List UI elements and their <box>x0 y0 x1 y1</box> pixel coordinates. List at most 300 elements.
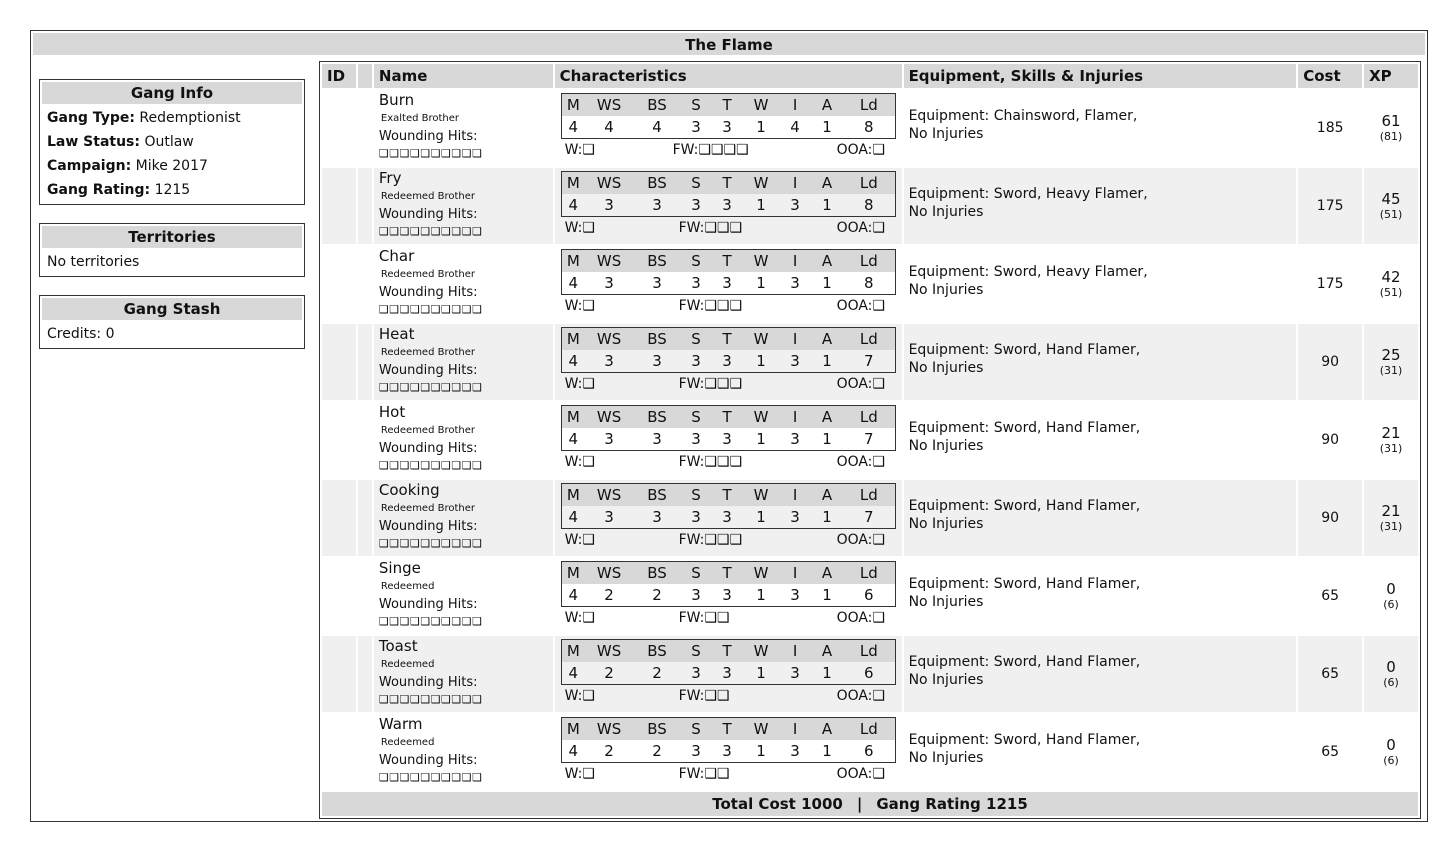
fighter-name-cell <box>374 168 553 244</box>
stat-value: 4 <box>568 352 579 370</box>
stat-header: WS <box>585 640 633 663</box>
stat-header: WS <box>585 172 633 195</box>
fighter-name: Char <box>378 247 415 265</box>
header-xp: XP <box>1364 64 1418 88</box>
totals-bar <box>322 792 1418 816</box>
stat-value: 4 <box>604 118 614 136</box>
stat-value: 1 <box>756 196 766 214</box>
stat-header: BS <box>633 94 681 117</box>
injury-flags <box>561 530 895 552</box>
fighter-name-cell <box>374 324 553 400</box>
gang-type-row: Gang Type: Redemptionist <box>47 110 241 126</box>
stat-value: 3 <box>722 274 732 292</box>
characteristics-cell <box>555 90 902 166</box>
gang-stash-header: Gang Stash <box>42 298 302 320</box>
fighter-marker <box>358 324 372 400</box>
stat-value: 1 <box>822 118 832 136</box>
wounding-hits-label: Wounding Hits: <box>378 597 478 612</box>
equipment-cell <box>904 90 1297 166</box>
wounded-flag: W:❑ <box>564 766 595 782</box>
equipment-cell <box>904 636 1297 712</box>
stat-value: 3 <box>604 274 614 292</box>
stat-value: 3 <box>691 352 701 370</box>
fighter-row <box>322 558 1418 634</box>
characteristics-cell <box>555 402 902 478</box>
injuries-line: No Injuries <box>908 282 984 298</box>
stat-value: 8 <box>864 274 874 292</box>
wounded-flag: W:❑ <box>564 532 595 548</box>
fighter-rank: Redeemed Brother <box>380 425 476 436</box>
fighter-id <box>322 480 356 556</box>
gang-type-value: Redemptionist <box>139 110 241 126</box>
fighter-id <box>322 324 356 400</box>
stat-header: I <box>779 562 811 585</box>
fighter-xp-next: (51) <box>1379 208 1403 221</box>
stat-value: 3 <box>722 352 732 370</box>
wounding-hits-boxes: ❑❑❑❑❑❑❑❑❑❑ <box>378 147 483 160</box>
stat-header: Ld <box>843 562 895 585</box>
stat-value: 3 <box>722 742 732 760</box>
stat-header: T <box>711 484 743 507</box>
totals-separator: | <box>856 795 863 813</box>
stat-header: I <box>779 640 811 663</box>
stat-header: M <box>561 328 585 351</box>
stat-header: S <box>681 640 711 663</box>
stat-header: W <box>743 718 779 741</box>
stat-value: 1 <box>822 430 832 448</box>
stat-header: BS <box>633 406 681 429</box>
stat-value: 3 <box>790 742 800 760</box>
equipment-line: Equipment: Sword, Hand Flamer, <box>908 576 1141 592</box>
header-blank <box>358 64 372 88</box>
fighter-xp-next: (81) <box>1379 130 1403 143</box>
stat-value: 4 <box>568 742 579 760</box>
fighter-name: Cooking <box>378 481 440 499</box>
stat-line <box>561 561 896 607</box>
stat-line <box>561 327 896 373</box>
stat-line <box>561 639 896 685</box>
stat-value: 3 <box>691 430 701 448</box>
stat-header: BS <box>633 640 681 663</box>
stat-header: A <box>811 172 843 195</box>
header-equipment: Equipment, Skills & Injuries <box>904 64 1297 88</box>
fighter-cost: 175 <box>1316 276 1344 292</box>
fighter-name: Fry <box>378 169 402 187</box>
stat-value: 2 <box>604 586 614 604</box>
wounding-hits-boxes: ❑❑❑❑❑❑❑❑❑❑ <box>378 693 483 706</box>
equipment-line: Equipment: Sword, Hand Flamer, <box>908 654 1141 670</box>
stat-header: A <box>811 406 843 429</box>
flesh-wound-flag: FW:❑❑ <box>678 766 730 782</box>
stat-value: 1 <box>756 274 766 292</box>
stat-header: Ld <box>843 250 895 273</box>
wounded-flag: W:❑ <box>564 688 595 704</box>
injuries-line: No Injuries <box>908 594 984 610</box>
stat-header: WS <box>585 484 633 507</box>
injuries-line: No Injuries <box>908 516 984 532</box>
fighter-id <box>322 168 356 244</box>
stat-header: I <box>779 718 811 741</box>
fighter-xp-cell <box>1364 714 1418 790</box>
fighter-marker <box>358 636 372 712</box>
stat-line <box>561 717 896 763</box>
fighter-row <box>322 402 1418 478</box>
wounded-flag: W:❑ <box>564 220 595 236</box>
out-of-action-flag: OOA:❑ <box>836 142 885 158</box>
stat-value: 3 <box>604 352 614 370</box>
stat-value: 4 <box>652 118 662 136</box>
stat-header: I <box>779 172 811 195</box>
stat-header: W <box>743 94 779 117</box>
fighter-xp-next: (6) <box>1383 598 1399 611</box>
stat-value: 1 <box>822 664 832 682</box>
stat-header: M <box>561 484 585 507</box>
fighter-cost: 65 <box>1321 744 1340 760</box>
equipment-line: Equipment: Sword, Hand Flamer, <box>908 420 1141 436</box>
out-of-action-flag: OOA:❑ <box>836 298 885 314</box>
fighter-xp-cell <box>1364 558 1418 634</box>
stat-value: 6 <box>864 742 874 760</box>
stat-value: 8 <box>864 196 874 214</box>
fighter-marker <box>358 402 372 478</box>
stat-value: 3 <box>722 508 732 526</box>
stat-value: 3 <box>790 196 800 214</box>
fighter-id <box>322 402 356 478</box>
fighter-row <box>322 246 1418 322</box>
fighter-cost: 90 <box>1321 432 1340 448</box>
stat-value: 4 <box>568 430 579 448</box>
stat-value: 3 <box>604 430 614 448</box>
stat-header: I <box>779 250 811 273</box>
stat-value: 3 <box>790 508 800 526</box>
stat-header: S <box>681 172 711 195</box>
stat-value: 4 <box>568 664 579 682</box>
stat-header: W <box>743 250 779 273</box>
fighter-rank: Exalted Brother <box>380 113 460 124</box>
stat-value: 3 <box>691 196 701 214</box>
fighter-marker <box>358 714 372 790</box>
stat-header: M <box>561 172 585 195</box>
fighter-name: Burn <box>378 91 415 109</box>
stat-value: 6 <box>864 664 874 682</box>
fighter-marker <box>358 558 372 634</box>
equipment-line: Equipment: Sword, Heavy Flamer, <box>908 264 1148 280</box>
injuries-line: No Injuries <box>908 360 984 376</box>
flesh-wound-flag: FW:❑❑❑ <box>678 298 743 314</box>
stat-value: 1 <box>756 430 766 448</box>
stat-value: 3 <box>790 352 800 370</box>
fighter-xp-next: (31) <box>1379 364 1403 377</box>
stat-value: 4 <box>568 118 579 136</box>
territories-panel <box>39 223 305 277</box>
equipment-cell <box>904 558 1297 634</box>
fighter-xp-cell <box>1364 168 1418 244</box>
stat-header: WS <box>585 328 633 351</box>
stat-value: 4 <box>568 196 579 214</box>
stat-value: 4 <box>790 118 800 136</box>
stat-header: M <box>561 250 585 273</box>
stat-header: S <box>681 94 711 117</box>
stat-value: 3 <box>722 586 732 604</box>
out-of-action-flag: OOA:❑ <box>836 376 885 392</box>
campaign-value: Mike 2017 <box>135 158 208 174</box>
stat-header: WS <box>585 718 633 741</box>
injury-flags <box>561 764 895 786</box>
out-of-action-flag: OOA:❑ <box>836 766 885 782</box>
fighter-xp-cell <box>1364 246 1418 322</box>
stat-value: 3 <box>722 664 732 682</box>
fighter-rank: Redeemed Brother <box>380 191 476 202</box>
injury-flags <box>561 608 895 630</box>
stat-value: 7 <box>864 430 874 448</box>
fighter-name-cell <box>374 480 553 556</box>
stat-value: 1 <box>756 118 766 136</box>
stat-header: BS <box>633 718 681 741</box>
gang-rating-row: Gang Rating: 1215 <box>47 182 191 198</box>
stat-value: 4 <box>568 508 579 526</box>
gang-info-panel <box>39 79 305 205</box>
wounded-flag: W:❑ <box>564 610 595 626</box>
stat-value: 1 <box>822 274 832 292</box>
fighter-row <box>322 168 1418 244</box>
stat-header: S <box>681 484 711 507</box>
fighter-xp-cell <box>1364 480 1418 556</box>
stat-value: 3 <box>604 196 614 214</box>
stat-value: 8 <box>864 118 874 136</box>
injuries-line: No Injuries <box>908 438 984 454</box>
flesh-wound-flag: FW:❑❑❑ <box>678 376 743 392</box>
fighter-cost: 90 <box>1298 324 1362 400</box>
fighter-cost: 185 <box>1316 120 1344 136</box>
stat-header: W <box>743 328 779 351</box>
wounding-hits-label: Wounding Hits: <box>378 363 478 378</box>
stat-header: BS <box>633 250 681 273</box>
stat-header: T <box>711 562 743 585</box>
territories-text: No territories <box>47 254 140 270</box>
stat-header: WS <box>585 94 633 117</box>
stat-value: 3 <box>691 118 701 136</box>
fighter-xp-cell <box>1364 324 1418 400</box>
fighter-name: Heat <box>378 325 415 343</box>
fighter-id <box>322 636 356 712</box>
injury-flags <box>561 686 895 708</box>
stat-line <box>561 483 896 529</box>
header-id: ID <box>322 64 356 88</box>
fighter-xp-next: (6) <box>1383 754 1399 767</box>
stat-value: 3 <box>652 274 662 292</box>
fighter-rank: Redeemed Brother <box>380 347 476 358</box>
flesh-wound-flag: FW:❑❑❑❑ <box>672 142 749 158</box>
stat-header: S <box>681 406 711 429</box>
stat-header: A <box>811 94 843 117</box>
fighter-xp: 61 <box>1381 112 1401 130</box>
stat-header: T <box>711 640 743 663</box>
fighter-xp: 45 <box>1381 190 1401 208</box>
fighter-rank: Redeemed Brother <box>380 269 476 280</box>
wounding-hits-boxes: ❑❑❑❑❑❑❑❑❑❑ <box>378 771 483 784</box>
header-name: Name <box>374 64 553 88</box>
stat-header: A <box>811 640 843 663</box>
injuries-line: No Injuries <box>908 126 984 142</box>
stat-value: 3 <box>691 664 701 682</box>
fighter-name-cell <box>374 402 553 478</box>
fighter-rank: Redeemed <box>380 659 435 670</box>
flesh-wound-flag: FW:❑❑ <box>678 610 730 626</box>
injury-flags <box>561 296 895 318</box>
wounding-hits-boxes: ❑❑❑❑❑❑❑❑❑❑ <box>378 225 483 238</box>
fighter-row <box>322 324 1418 400</box>
wounded-flag: W:❑ <box>564 142 595 158</box>
wounding-hits-label: Wounding Hits: <box>378 207 478 222</box>
campaign-row: Campaign: Mike 2017 <box>47 158 208 174</box>
equipment-line: Equipment: Sword, Hand Flamer, <box>908 498 1141 514</box>
stat-value: 2 <box>604 742 614 760</box>
stat-header: BS <box>633 484 681 507</box>
fighter-id <box>322 246 356 322</box>
fighter-id <box>322 714 356 790</box>
stat-value: 3 <box>722 430 732 448</box>
equipment-cell <box>904 402 1297 478</box>
wounded-flag: W:❑ <box>564 376 595 392</box>
gang-sheet <box>30 30 1428 822</box>
stat-header: A <box>811 250 843 273</box>
flesh-wound-flag: FW:❑❑❑ <box>678 532 743 548</box>
gang-title: The Flame <box>33 33 1425 55</box>
fighter-name: Toast <box>378 637 418 655</box>
fighter-row <box>322 480 1418 556</box>
out-of-action-flag: OOA:❑ <box>836 532 885 548</box>
wounding-hits-label: Wounding Hits: <box>378 753 478 768</box>
stat-header: S <box>681 562 711 585</box>
stat-header: Ld <box>843 94 895 117</box>
total-gang-rating: Gang Rating 1215 <box>876 795 1028 813</box>
fighter-xp-next: (31) <box>1379 520 1403 533</box>
stat-header: T <box>711 172 743 195</box>
fighter-id <box>322 90 356 166</box>
total-cost: Total Cost 1000 <box>712 795 843 813</box>
equipment-cell <box>904 480 1297 556</box>
fighter-rank: Redeemed <box>380 737 435 748</box>
wounding-hits-label: Wounding Hits: <box>378 441 478 456</box>
fighter-xp: 21 <box>1381 502 1401 520</box>
stat-line <box>561 171 896 217</box>
stat-header: Ld <box>843 718 895 741</box>
wounding-hits-label: Wounding Hits: <box>378 675 478 690</box>
fighter-id <box>322 558 356 634</box>
equipment-cell <box>904 324 1297 400</box>
stat-header: BS <box>633 562 681 585</box>
gang-stash-panel <box>39 295 305 349</box>
stat-value: 4 <box>568 274 579 292</box>
credits-text: Credits: 0 <box>47 326 115 342</box>
stat-header: W <box>743 406 779 429</box>
stat-line <box>561 249 896 295</box>
characteristics-cell <box>555 168 902 244</box>
fighter-cost: 65 <box>1298 636 1362 712</box>
fighter-xp: 21 <box>1381 424 1401 442</box>
stat-value: 7 <box>864 508 874 526</box>
fighter-xp: 0 <box>1386 580 1396 598</box>
stat-header: T <box>711 250 743 273</box>
fighter-cost: 65 <box>1321 588 1340 604</box>
stat-header: A <box>811 562 843 585</box>
stat-value: 3 <box>691 508 701 526</box>
gang-info-header: Gang Info <box>42 82 302 104</box>
fighter-name: Hot <box>378 403 406 421</box>
flesh-wound-flag: FW:❑❑❑ <box>678 454 743 470</box>
stat-header: M <box>561 406 585 429</box>
stat-value: 1 <box>822 508 832 526</box>
fighter-rank: Redeemed Brother <box>380 503 476 514</box>
stat-header: T <box>711 718 743 741</box>
equipment-line: Equipment: Sword, Heavy Flamer, <box>908 186 1148 202</box>
wounding-hits-boxes: ❑❑❑❑❑❑❑❑❑❑ <box>378 537 483 550</box>
wounding-hits-boxes: ❑❑❑❑❑❑❑❑❑❑ <box>378 615 483 628</box>
out-of-action-flag: OOA:❑ <box>836 220 885 236</box>
stat-header: I <box>779 484 811 507</box>
stat-value: 3 <box>652 352 662 370</box>
fighter-xp: 42 <box>1381 268 1401 286</box>
stat-value: 1 <box>822 742 832 760</box>
fighter-marker <box>358 246 372 322</box>
equipment-cell <box>904 246 1297 322</box>
characteristics-cell <box>555 558 902 634</box>
fighter-xp-next: (6) <box>1383 676 1399 689</box>
stat-header: Ld <box>843 640 895 663</box>
injuries-line: No Injuries <box>908 204 984 220</box>
stat-header: WS <box>585 406 633 429</box>
characteristics-cell <box>555 246 902 322</box>
fighter-row <box>322 636 1418 712</box>
stat-value: 1 <box>756 508 766 526</box>
stat-header: A <box>811 484 843 507</box>
stat-header: M <box>561 94 585 117</box>
characteristics-cell <box>555 480 902 556</box>
stat-value: 3 <box>790 664 800 682</box>
stat-value: 3 <box>790 586 800 604</box>
stat-value: 3 <box>691 586 701 604</box>
stat-header: WS <box>585 562 633 585</box>
fighter-marker <box>358 168 372 244</box>
equipment-line: Equipment: Chainsword, Flamer, <box>908 108 1138 124</box>
fighter-marker <box>358 90 372 166</box>
stat-header: W <box>743 484 779 507</box>
wounded-flag: W:❑ <box>564 454 595 470</box>
stat-value: 3 <box>790 274 800 292</box>
fighter-xp-next: (51) <box>1379 286 1403 299</box>
gang-rating-value: 1215 <box>154 182 191 198</box>
stat-header: BS <box>633 328 681 351</box>
stat-value: 3 <box>722 118 732 136</box>
fighter-name: Singe <box>378 559 421 577</box>
stat-value: 1 <box>756 352 766 370</box>
stat-header: WS <box>585 250 633 273</box>
characteristics-cell <box>555 324 902 400</box>
out-of-action-flag: OOA:❑ <box>836 688 885 704</box>
stat-value: 1 <box>822 196 832 214</box>
stat-value: 3 <box>604 508 614 526</box>
fighter-name-cell <box>374 246 553 322</box>
stat-header: W <box>743 640 779 663</box>
stat-header: M <box>561 718 585 741</box>
law-status-value: Outlaw <box>144 134 194 150</box>
equipment-cell <box>904 714 1297 790</box>
wounding-hits-boxes: ❑❑❑❑❑❑❑❑❑❑ <box>378 381 483 394</box>
fighter-xp-cell <box>1364 636 1418 712</box>
stat-value: 1 <box>756 664 766 682</box>
stat-header: W <box>743 562 779 585</box>
stat-header: T <box>711 406 743 429</box>
